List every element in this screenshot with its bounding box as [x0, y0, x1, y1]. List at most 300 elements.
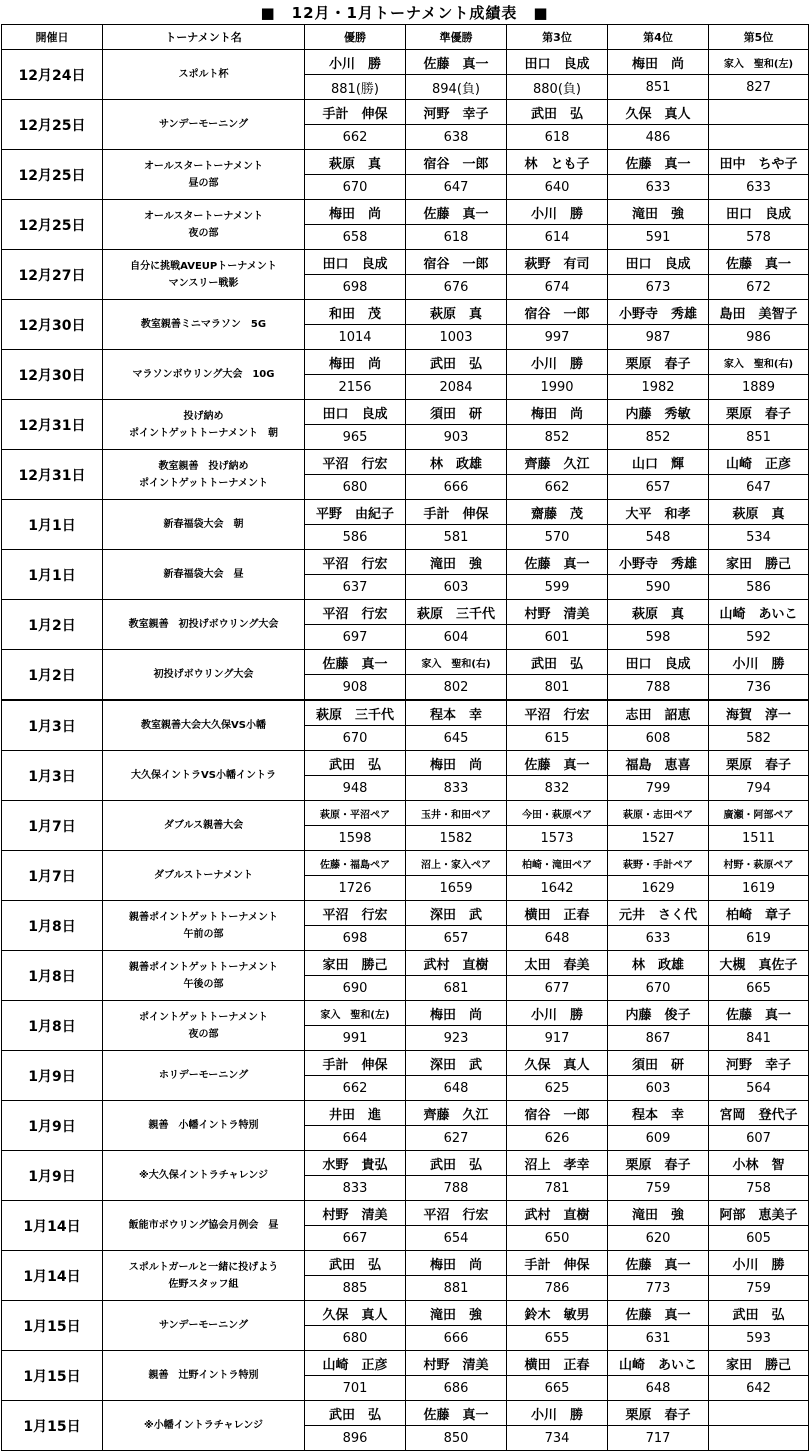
header-3rd: 第3位 — [507, 25, 608, 50]
score-4th: 673 — [608, 275, 709, 300]
score-4th: 1527 — [608, 826, 709, 851]
tournament-name-line: 教室親善大会大久保VS小幡 — [141, 720, 266, 731]
tournament-name — [103, 1301, 305, 1351]
tournament-name — [103, 1251, 305, 1301]
tournament-name-line: スポルトガールと一緒に投げよう — [128, 1261, 279, 1273]
winner-3rd: 手計 伸保 — [507, 1251, 608, 1276]
event-date: 12月25日 — [2, 200, 103, 250]
winner-5th: 栗原 春子 — [709, 400, 809, 425]
score-1st: 667 — [305, 1226, 406, 1251]
score-1st: 965 — [305, 425, 406, 450]
score-5th: 736 — [709, 675, 809, 701]
table-row — [2, 951, 809, 976]
score-3rd: 570 — [507, 525, 608, 550]
table-row — [2, 851, 809, 876]
score-4th: 486 — [608, 125, 709, 150]
score-2nd: 645 — [406, 726, 507, 751]
tournament-name — [103, 50, 305, 100]
score-2nd: 923 — [406, 1026, 507, 1051]
event-date: 12月27日 — [2, 250, 103, 300]
score-2nd: 1003 — [406, 325, 507, 350]
score-1st: 664 — [305, 1126, 406, 1151]
tournament-name-line: ダブルス親善大会 — [163, 820, 244, 831]
winner-5th: 家入 聖和(右) — [709, 350, 809, 375]
winner-2nd: 武田 弘 — [406, 350, 507, 375]
results-body — [2, 50, 809, 1451]
winner-1st: 村野 清美 — [305, 1201, 406, 1226]
score-4th: 1982 — [608, 375, 709, 400]
score-3rd: 1990 — [507, 375, 608, 400]
winner-3rd: 沼上 孝幸 — [507, 1151, 608, 1176]
score-4th: 631 — [608, 1326, 709, 1351]
page-title: ■ 12月・1月トーナメント成績表 ■ — [260, 4, 549, 22]
score-5th: 642 — [709, 1376, 809, 1401]
table-row — [2, 1251, 809, 1276]
event-date: 1月15日 — [2, 1351, 103, 1401]
winner-4th: 小野寺 秀雄 — [608, 550, 709, 575]
score-5th: 593 — [709, 1326, 809, 1351]
score-4th: 603 — [608, 1076, 709, 1101]
tournament-name-line: サンデーモーニング — [159, 1320, 248, 1331]
winner-1st: 梅田 尚 — [305, 350, 406, 375]
winner-5th: 小川 勝 — [709, 650, 809, 675]
event-date: 12月31日 — [2, 450, 103, 500]
score-3rd: 625 — [507, 1076, 608, 1101]
tournament-name-line: 自分に挑戦AVEUPトーナメント — [130, 260, 277, 272]
tournament-name-line: ※小幡イントラチャレンジ — [144, 1420, 263, 1431]
table-row — [2, 1351, 809, 1376]
header-row — [2, 25, 809, 50]
table-row — [2, 801, 809, 826]
event-date: 12月25日 — [2, 150, 103, 200]
winner-4th: 須田 研 — [608, 1051, 709, 1076]
event-date: 12月30日 — [2, 300, 103, 350]
event-date: 1月8日 — [2, 951, 103, 1001]
winner-2nd: 萩原 三千代 — [406, 600, 507, 625]
winner-5th: 島田 美智子 — [709, 300, 809, 325]
score-5th: 605 — [709, 1226, 809, 1251]
score-4th: 608 — [608, 726, 709, 751]
score-5th — [709, 125, 809, 150]
winner-2nd: 滝田 強 — [406, 550, 507, 575]
event-date: 1月9日 — [2, 1101, 103, 1151]
tournament-name-line: ポイントゲットトーナメント 朝 — [129, 427, 278, 439]
score-5th: 619 — [709, 926, 809, 951]
winner-2nd: 萩原 真 — [406, 300, 507, 325]
table-row — [2, 600, 809, 625]
event-date: 1月15日 — [2, 1301, 103, 1351]
score-1st: 908 — [305, 675, 406, 701]
event-date: 12月24日 — [2, 50, 103, 100]
winner-4th: 内藤 俊子 — [608, 1001, 709, 1026]
winner-2nd: 梅田 尚 — [406, 751, 507, 776]
score-5th: 672 — [709, 275, 809, 300]
table-row — [2, 400, 809, 425]
winner-4th: 佐藤 真一 — [608, 1301, 709, 1326]
tournament-name — [103, 550, 305, 600]
event-date: 12月31日 — [2, 400, 103, 450]
winner-2nd: 玉井・和田ペア — [406, 801, 507, 826]
winner-3rd: 齋藤 茂 — [507, 500, 608, 525]
score-4th: 1629 — [608, 876, 709, 901]
winner-4th: 程本 幸 — [608, 1101, 709, 1126]
winner-4th: 栗原 春子 — [608, 350, 709, 375]
tournament-name — [103, 851, 305, 901]
event-date: 1月9日 — [2, 1151, 103, 1201]
event-date: 1月7日 — [2, 801, 103, 851]
tournament-name-line: 佐野スタッフ組 — [168, 1278, 239, 1290]
winner-5th: 村野・萩原ペア — [709, 851, 809, 876]
score-4th: 788 — [608, 675, 709, 701]
tournament-name-line: サンデーモーニング — [159, 119, 248, 130]
score-3rd: 997 — [507, 325, 608, 350]
score-4th: 851 — [608, 75, 709, 100]
winner-5th — [709, 100, 809, 125]
score-1st: 2156 — [305, 375, 406, 400]
winner-2nd: 佐藤 真一 — [406, 1401, 507, 1426]
score-3rd: 734 — [507, 1426, 608, 1451]
winner-2nd: 平沼 行宏 — [406, 1201, 507, 1226]
score-2nd: 850 — [406, 1426, 507, 1451]
winner-2nd: 林 政雄 — [406, 450, 507, 475]
table-row — [2, 650, 809, 675]
winner-5th: 武田 弘 — [709, 1301, 809, 1326]
header-tournament: トーナメント名 — [103, 25, 305, 50]
score-1st: 1598 — [305, 826, 406, 851]
tournament-name-line: 初投げボウリング大会 — [153, 669, 254, 680]
score-5th: 1619 — [709, 876, 809, 901]
event-date: 1月1日 — [2, 550, 103, 600]
score-1st: 637 — [305, 575, 406, 600]
score-5th: 592 — [709, 625, 809, 650]
tournament-name — [103, 1351, 305, 1401]
table-row — [2, 50, 809, 75]
results-table — [1, 24, 809, 1451]
score-4th: 867 — [608, 1026, 709, 1051]
score-2nd: 648 — [406, 1076, 507, 1101]
winner-5th: 宮岡 登代子 — [709, 1101, 809, 1126]
score-3rd: 674 — [507, 275, 608, 300]
event-date: 1月2日 — [2, 600, 103, 650]
winner-3rd: 太田 春美 — [507, 951, 608, 976]
score-2nd: 638 — [406, 125, 507, 150]
event-date: 1月15日 — [2, 1401, 103, 1451]
score-2nd: 618 — [406, 225, 507, 250]
table-row — [2, 1151, 809, 1176]
winner-3rd: 萩野 有司 — [507, 250, 608, 275]
winner-2nd: 深田 武 — [406, 1051, 507, 1076]
score-4th: 657 — [608, 475, 709, 500]
score-2nd: 802 — [406, 675, 507, 701]
score-4th: 633 — [608, 926, 709, 951]
winner-2nd: 佐藤 真一 — [406, 50, 507, 75]
winner-3rd: 武田 弘 — [507, 650, 608, 675]
score-1st: 586 — [305, 525, 406, 550]
score-2nd: 654 — [406, 1226, 507, 1251]
score-5th: 841 — [709, 1026, 809, 1051]
table-row — [2, 1401, 809, 1426]
table-row — [2, 1001, 809, 1026]
winner-1st: 平沼 行宏 — [305, 450, 406, 475]
winner-4th: 梅田 尚 — [608, 50, 709, 75]
score-2nd: 681 — [406, 976, 507, 1001]
score-4th: 591 — [608, 225, 709, 250]
score-5th: 1889 — [709, 375, 809, 400]
score-4th: 598 — [608, 625, 709, 650]
tournament-name-line: 夜の部 — [188, 227, 219, 239]
tournament-name-line: 飯能市ボウリング協会月例会 昼 — [128, 1220, 279, 1231]
winner-1st: 和田 茂 — [305, 300, 406, 325]
tournament-name — [103, 450, 305, 500]
tournament-name — [103, 700, 305, 751]
winner-1st: 佐藤 真一 — [305, 650, 406, 675]
score-1st: 991 — [305, 1026, 406, 1051]
score-2nd: 881 — [406, 1276, 507, 1301]
score-4th: 670 — [608, 976, 709, 1001]
winner-3rd: 今田・萩原ペア — [507, 801, 608, 826]
score-4th: 620 — [608, 1226, 709, 1251]
winner-5th: 海賀 淳一 — [709, 700, 809, 726]
table-row — [2, 100, 809, 125]
score-1st: 680 — [305, 1326, 406, 1351]
winner-2nd: 宿谷 一郎 — [406, 250, 507, 275]
tournament-name-line: 新春福袋大会 朝 — [163, 519, 244, 530]
score-1st: 701 — [305, 1376, 406, 1401]
tournament-name-line: オールスタートーナメント — [143, 210, 264, 222]
score-5th: 759 — [709, 1276, 809, 1301]
score-4th: 773 — [608, 1276, 709, 1301]
score-2nd: 894(負) — [406, 75, 507, 100]
score-5th: 827 — [709, 75, 809, 100]
winner-1st: 手計 伸保 — [305, 1051, 406, 1076]
winner-2nd: 程本 幸 — [406, 700, 507, 726]
winner-3rd: 小川 勝 — [507, 1001, 608, 1026]
event-date: 12月25日 — [2, 100, 103, 150]
tournament-name — [103, 100, 305, 150]
winner-2nd: 齊藤 久江 — [406, 1101, 507, 1126]
winner-2nd: 梅田 尚 — [406, 1251, 507, 1276]
score-4th: 609 — [608, 1126, 709, 1151]
winner-4th: 山口 輝 — [608, 450, 709, 475]
score-3rd: 1573 — [507, 826, 608, 851]
tournament-name-line: 昼の部 — [188, 177, 219, 189]
tournament-name — [103, 400, 305, 450]
score-5th: 665 — [709, 976, 809, 1001]
winner-2nd: 手計 伸保 — [406, 500, 507, 525]
winner-1st: 平沼 行宏 — [305, 901, 406, 926]
header-date: 開催日 — [2, 25, 103, 50]
winner-4th: 田口 良成 — [608, 650, 709, 675]
winner-5th: 佐藤 真一 — [709, 250, 809, 275]
tournament-name-line: ※大久保イントラチャレンジ — [139, 1170, 268, 1181]
score-3rd: 655 — [507, 1326, 608, 1351]
score-1st: 896 — [305, 1426, 406, 1451]
table-row — [2, 150, 809, 175]
winner-1st: 久保 真人 — [305, 1301, 406, 1326]
winner-3rd: 佐藤 真一 — [507, 751, 608, 776]
winner-1st: 武田 弘 — [305, 751, 406, 776]
winner-4th: 山崎 あいこ — [608, 1351, 709, 1376]
score-1st: 662 — [305, 125, 406, 150]
score-3rd: 665 — [507, 1376, 608, 1401]
tournament-name-line: 親善ポイントゲットトーナメント — [129, 961, 278, 973]
tournament-name-line: 新春福袋大会 昼 — [163, 569, 244, 580]
tournament-name — [103, 1151, 305, 1201]
winner-5th: 山崎 正彦 — [709, 450, 809, 475]
tournament-name-line: 午後の部 — [183, 978, 224, 990]
winner-4th: 大平 和孝 — [608, 500, 709, 525]
winner-5th: 家入 聖和(左) — [709, 50, 809, 75]
score-1st: 658 — [305, 225, 406, 250]
winner-4th: 滝田 強 — [608, 1201, 709, 1226]
table-row — [2, 500, 809, 525]
table-row — [2, 1101, 809, 1126]
winner-4th: 滝田 強 — [608, 200, 709, 225]
score-1st: 698 — [305, 275, 406, 300]
score-2nd: 603 — [406, 575, 507, 600]
winner-3rd: 武田 弘 — [507, 100, 608, 125]
winner-3rd: 佐藤 真一 — [507, 550, 608, 575]
winner-2nd: 須田 研 — [406, 400, 507, 425]
score-1st: 670 — [305, 726, 406, 751]
winner-2nd: 家入 聖和(右) — [406, 650, 507, 675]
winner-1st: 家田 勝己 — [305, 951, 406, 976]
event-date: 1月8日 — [2, 1001, 103, 1051]
event-date: 1月9日 — [2, 1051, 103, 1101]
score-5th — [709, 1426, 809, 1451]
winner-1st: 小川 勝 — [305, 50, 406, 75]
event-date: 1月1日 — [2, 500, 103, 550]
score-3rd: 677 — [507, 976, 608, 1001]
winner-5th: 大槻 真佐子 — [709, 951, 809, 976]
tournament-name — [103, 751, 305, 801]
score-2nd: 657 — [406, 926, 507, 951]
score-2nd: 1582 — [406, 826, 507, 851]
winner-5th: 廣瀬・阿部ペア — [709, 801, 809, 826]
score-2nd: 686 — [406, 1376, 507, 1401]
winner-1st: 萩原・平沼ペア — [305, 801, 406, 826]
winner-1st: 武田 弘 — [305, 1401, 406, 1426]
winner-3rd: 林 とも子 — [507, 150, 608, 175]
score-1st: 698 — [305, 926, 406, 951]
score-4th: 987 — [608, 325, 709, 350]
tournament-name-line: 教室親善 初投げボウリング大会 — [128, 619, 279, 630]
score-2nd: 788 — [406, 1176, 507, 1201]
table-row — [2, 450, 809, 475]
score-3rd: 618 — [507, 125, 608, 150]
table-row — [2, 250, 809, 275]
score-3rd: 648 — [507, 926, 608, 951]
header-5th: 第5位 — [709, 25, 809, 50]
winner-4th: 佐藤 真一 — [608, 150, 709, 175]
score-4th: 648 — [608, 1376, 709, 1401]
winner-4th: 志田 詔恵 — [608, 700, 709, 726]
winner-5th: 栗原 春子 — [709, 751, 809, 776]
winner-2nd: 沼上・家入ペア — [406, 851, 507, 876]
score-3rd: 1642 — [507, 876, 608, 901]
winner-1st: 萩原 真 — [305, 150, 406, 175]
winner-3rd: 小川 勝 — [507, 1401, 608, 1426]
score-2nd: 666 — [406, 1326, 507, 1351]
score-4th: 633 — [608, 175, 709, 200]
winner-2nd: 滝田 強 — [406, 1301, 507, 1326]
winner-3rd: 小川 勝 — [507, 200, 608, 225]
tournament-name-line: 親善 辻野イントラ特別 — [148, 1370, 259, 1381]
winner-3rd: 小川 勝 — [507, 350, 608, 375]
winner-2nd: 梅田 尚 — [406, 1001, 507, 1026]
winner-4th: 田口 良成 — [608, 250, 709, 275]
score-5th: 586 — [709, 575, 809, 600]
winner-3rd: 武村 直樹 — [507, 1201, 608, 1226]
winner-2nd: 佐藤 真一 — [406, 200, 507, 225]
tournament-name — [103, 250, 305, 300]
score-2nd: 666 — [406, 475, 507, 500]
tournament-name-line: 教室親善 投げ納め — [158, 460, 249, 472]
winner-5th: 小川 勝 — [709, 1251, 809, 1276]
winner-4th: 萩原・志田ペア — [608, 801, 709, 826]
tournament-name — [103, 350, 305, 400]
tournament-name-line: スポルト杯 — [178, 69, 229, 80]
winner-5th: 阿部 恵美子 — [709, 1201, 809, 1226]
tournament-name-line: 親善 小幡イントラ特別 — [148, 1120, 259, 1131]
event-date: 1月8日 — [2, 901, 103, 951]
tournament-name-line: 投げ納め — [183, 410, 224, 422]
score-5th: 534 — [709, 525, 809, 550]
tournament-name — [103, 300, 305, 350]
winner-3rd: 久保 真人 — [507, 1051, 608, 1076]
tournament-name-line: ポイントゲットトーナメント — [139, 477, 268, 489]
winner-4th: 萩野・手計ペア — [608, 851, 709, 876]
winner-2nd: 河野 幸子 — [406, 100, 507, 125]
winner-2nd: 武村 直樹 — [406, 951, 507, 976]
winner-1st: 田口 良成 — [305, 250, 406, 275]
table-row — [2, 751, 809, 776]
winner-3rd: 齊藤 久江 — [507, 450, 608, 475]
winner-3rd: 宿谷 一郎 — [507, 300, 608, 325]
winner-5th: 田口 良成 — [709, 200, 809, 225]
header-1st: 優勝 — [305, 25, 406, 50]
table-row — [2, 700, 809, 726]
score-4th: 548 — [608, 525, 709, 550]
tournament-name-line: 親善ポイントゲットトーナメント — [129, 911, 278, 923]
score-5th: 647 — [709, 475, 809, 500]
score-1st: 697 — [305, 625, 406, 650]
tournament-name — [103, 1201, 305, 1251]
event-date: 1月14日 — [2, 1251, 103, 1301]
winner-2nd: 宿谷 一郎 — [406, 150, 507, 175]
score-5th: 582 — [709, 726, 809, 751]
score-5th: 851 — [709, 425, 809, 450]
table-row — [2, 1301, 809, 1326]
winner-1st: 平沼 行宏 — [305, 550, 406, 575]
winner-1st: 武田 弘 — [305, 1251, 406, 1276]
score-5th: 794 — [709, 776, 809, 801]
tournament-name — [103, 1101, 305, 1151]
score-3rd: 852 — [507, 425, 608, 450]
tournament-name-line: 大久保イントラVS小幡イントラ — [131, 770, 276, 781]
winner-5th: 小林 智 — [709, 1151, 809, 1176]
score-3rd: 650 — [507, 1226, 608, 1251]
tournament-name — [103, 901, 305, 951]
event-date: 1月3日 — [2, 700, 103, 751]
tournament-name-line: マンスリー戦影 — [168, 277, 239, 289]
score-5th: 1511 — [709, 826, 809, 851]
table-row — [2, 1051, 809, 1076]
score-5th: 607 — [709, 1126, 809, 1151]
tournament-name — [103, 500, 305, 550]
score-3rd: 880(負) — [507, 75, 608, 100]
winner-4th: 栗原 春子 — [608, 1151, 709, 1176]
